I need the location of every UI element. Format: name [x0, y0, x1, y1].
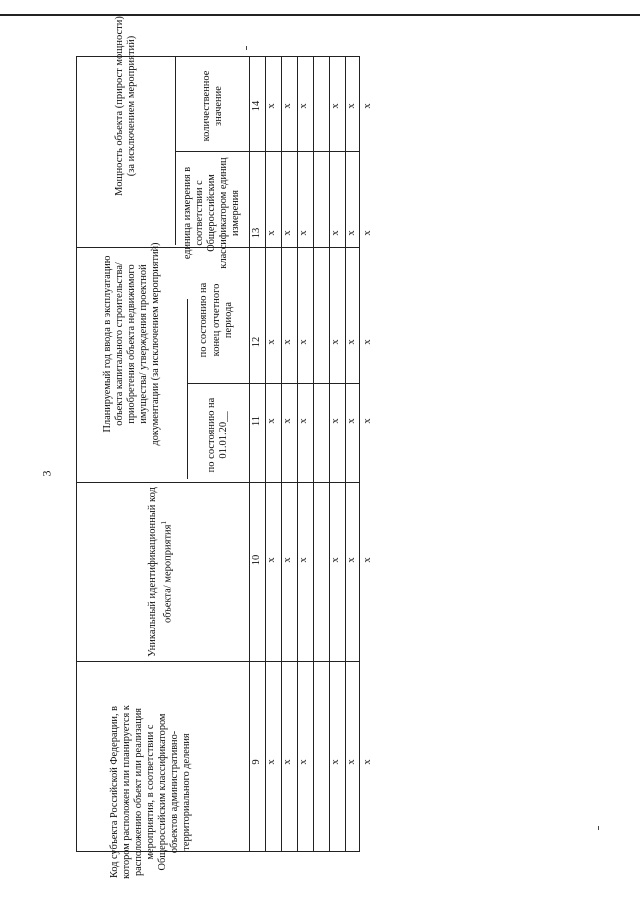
table-cell: х [346, 759, 357, 765]
table-cell: х [282, 339, 293, 345]
col-number-11: 11 [251, 415, 262, 427]
row-line [329, 57, 330, 851]
table-cell: х [330, 418, 341, 424]
header-col12: по состоянию на конец отчетного периода [198, 282, 235, 358]
table-cell: х [298, 339, 309, 345]
table-cell: х [266, 557, 277, 563]
table-cell [314, 99, 326, 113]
table-cell: х [266, 759, 277, 765]
table-cell: х [282, 418, 293, 424]
header-group-capacity: Мощность объекта (прирост мощности) (за исключением мероприятий) [113, 16, 137, 196]
table-cell: х [298, 230, 309, 236]
table-cell [314, 335, 326, 349]
rotated-table [76, 16, 373, 879]
row-line [281, 57, 282, 851]
col-number-13: 13 [251, 227, 262, 239]
col-number-12: 12 [251, 336, 262, 348]
table-cell: х [362, 759, 373, 765]
page-number: 3 [39, 470, 54, 477]
col-number-9: 9 [251, 759, 262, 765]
table-cell: х [298, 759, 309, 765]
table-cell: х [266, 339, 277, 345]
table-cell: х [346, 557, 357, 563]
table-cell [314, 553, 326, 567]
table-cell: х [282, 557, 293, 563]
table-cell: х [298, 557, 309, 563]
table-cell: х [298, 103, 309, 109]
table-cell: х [330, 759, 341, 765]
table-cell: х [346, 230, 357, 236]
header-col10: Уникальный идентификационный код объекта/ мероприятия$^1$ [147, 487, 174, 657]
table-cell: х [282, 103, 293, 109]
row-line [297, 57, 298, 851]
table-cell: х [282, 230, 293, 236]
table-cell: х [330, 557, 341, 563]
table-cell: х [346, 418, 357, 424]
table-cell: х [362, 339, 373, 345]
header-group-year: Планируемый год ввода в эксплуатацию объекта капитального строительства/ приобретения объекта недвижимого имущества/ утверждения проектной документации (за исключением мероприятий) [101, 242, 162, 446]
table-cell: х [266, 230, 277, 236]
table-cell: х [298, 418, 309, 424]
table-cell: х [330, 230, 341, 236]
table-cell [314, 755, 326, 769]
divider-number-row [265, 57, 266, 851]
header-col11: по состоянию на 01.01.20__ [205, 397, 229, 473]
table-cell: х [362, 418, 373, 424]
table-cell: х [266, 418, 277, 424]
header-col9: Код субъекта Российской Федерации, в котором расположен или планируется к расположению объект или реализация мероприятия, в соответствии с Общероссийским классификатором объектов административно-территориального деления [108, 705, 193, 879]
scan-speck [246, 46, 247, 50]
table-cell: х [346, 103, 357, 109]
column-line-sub [187, 383, 359, 384]
header-col13: единица измерения в соответствии с Общероссийским классификатором единиц измерения [181, 157, 242, 269]
col-number-10: 10 [251, 554, 262, 566]
header-col14: количественное значение [200, 70, 224, 142]
row-line [313, 57, 314, 851]
table-cell: х [330, 103, 341, 109]
divider-header-body [249, 57, 250, 851]
table-cell: х [282, 759, 293, 765]
scan-speck [598, 826, 599, 830]
table-cell [314, 414, 326, 428]
table-cell [314, 226, 326, 240]
col-number-14: 14 [251, 100, 262, 112]
table-cell: х [362, 557, 373, 563]
table-cell: х [362, 103, 373, 109]
table-cell: х [330, 339, 341, 345]
row-line [345, 57, 346, 851]
table-cell: х [266, 103, 277, 109]
table-cell: х [346, 339, 357, 345]
table-cell: х [362, 230, 373, 236]
